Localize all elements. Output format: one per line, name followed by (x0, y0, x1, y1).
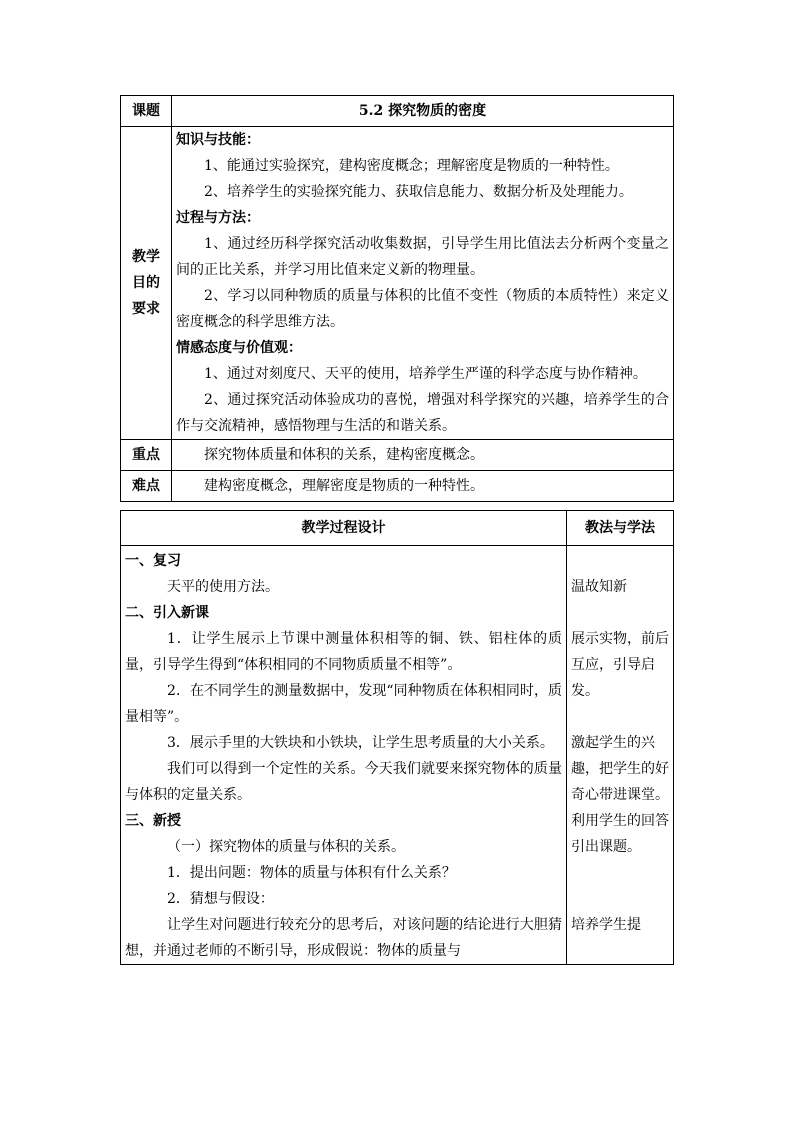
topic-row (121, 96, 674, 127)
difficulty-cell (172, 471, 674, 502)
lesson-info-table (120, 95, 674, 502)
goals-label-line: 目的 (132, 275, 160, 291)
section-heading-process: 过程与方法： (176, 210, 260, 226)
process-design-header: 教学过程设计 (121, 511, 567, 546)
method-header: 教法与学法 (567, 511, 674, 546)
spacer (567, 704, 673, 730)
difficulty-label: 难点 (121, 471, 172, 502)
goals-content (172, 127, 674, 440)
process-header-row (121, 511, 674, 546)
key-point-cell (172, 440, 674, 471)
intro-heading: 二、引入新课 (125, 605, 209, 621)
intro-item: 我们可以得到一个定性的关系。今天我们就要来探究物体的质量与体积的定量关系。 (125, 761, 562, 803)
goals-row (121, 127, 674, 440)
new-lesson-subheading: （一）探究物体的质量与体积的关系。 (167, 839, 405, 855)
goal-item: 1、通过对刻度尺、天平的使用，培养学生严谨的科学态度与协作精神。 (204, 366, 647, 382)
topic-label: 课题 (121, 96, 172, 127)
goal-item: 1、能通过实验探究，建构密度概念；理解密度是物质的一种特性。 (204, 158, 619, 174)
goals-label-line: 要求 (132, 301, 160, 317)
intro-item: 2．在不同学生的测量数据中，发现“同种物质在体积相同时，质量相等”。 (125, 683, 562, 725)
key-point-row (121, 440, 674, 471)
teaching-process-table (120, 510, 674, 965)
spacer (567, 886, 673, 912)
section-heading-attitude: 情感态度与价值观： (176, 340, 302, 356)
new-lesson-item: 2．猜想与假设： (167, 891, 274, 907)
goal-item: 2、学习以同种物质的质量与体积的比值不变性（物质的本质特性）来定义密度概念的科学思维方法。 (176, 288, 669, 330)
lesson-plan-document (120, 95, 673, 965)
spacer (567, 860, 673, 886)
method-note: 温故知新 (571, 579, 627, 595)
key-point-text: 探究物体质量和体积的关系，建构密度概念。 (204, 447, 484, 463)
review-text: 天平的使用方法。 (167, 579, 279, 595)
goal-item: 2、通过探究活动体验成功的喜悦，增强对科学探究的兴趣，培养学生的合作与交流精神，感悟物理与生活的和谐关系。 (176, 392, 669, 434)
goal-item: 2、培养学生的实验探究能力、获取信息能力、数据分析及处理能力。 (204, 184, 633, 200)
topic-title: 5.2 探究物质的密度 (172, 96, 674, 127)
new-lesson-item: 让学生对问题进行较充分的思考后，对该问题的结论进行大胆猜想，并通过老师的不断引导，形成假说：物体的质量与 (125, 917, 562, 959)
method-note: 激起学生的兴趣，把学生的好奇心带进课堂。 (571, 735, 669, 803)
method-notes (567, 546, 674, 965)
method-note: 利用学生的回答引出课题。 (571, 813, 669, 855)
new-lesson-heading: 三、新授 (125, 813, 181, 829)
difficulty-row (121, 471, 674, 502)
new-lesson-item: 1．提出问题：物体的质量与体积有什么关系？ (167, 865, 456, 881)
goals-label-line: 教学 (132, 249, 160, 265)
goal-item: 1、通过经历科学探究活动收集数据，引导学生用比值法去分析两个变量之间的正比关系，并学习用比值来定义新的物理量。 (176, 236, 669, 278)
spacer (567, 600, 673, 626)
review-heading: 一、复习 (125, 553, 181, 569)
spacer (567, 548, 673, 574)
intro-item: 1．让学生展示上节课中测量体积相等的铜、铁、铝柱体的质量，引导学生得到“体积相同的不同物质质量不相等”。 (125, 631, 562, 673)
process-content (121, 546, 567, 965)
process-body-row (121, 546, 674, 965)
intro-item: 3．展示手里的大铁块和小铁块，让学生思考质量的大小关系。 (167, 735, 554, 751)
difficulty-text: 建构密度概念，理解密度是物质的一种特性。 (204, 478, 484, 494)
method-note: 展示实物，前后互应，引导启发。 (571, 631, 669, 699)
goals-label (121, 127, 172, 440)
method-note: 培养学生提 (571, 917, 641, 933)
section-heading-knowledge: 知识与技能： (176, 132, 260, 148)
key-point-label: 重点 (121, 440, 172, 471)
